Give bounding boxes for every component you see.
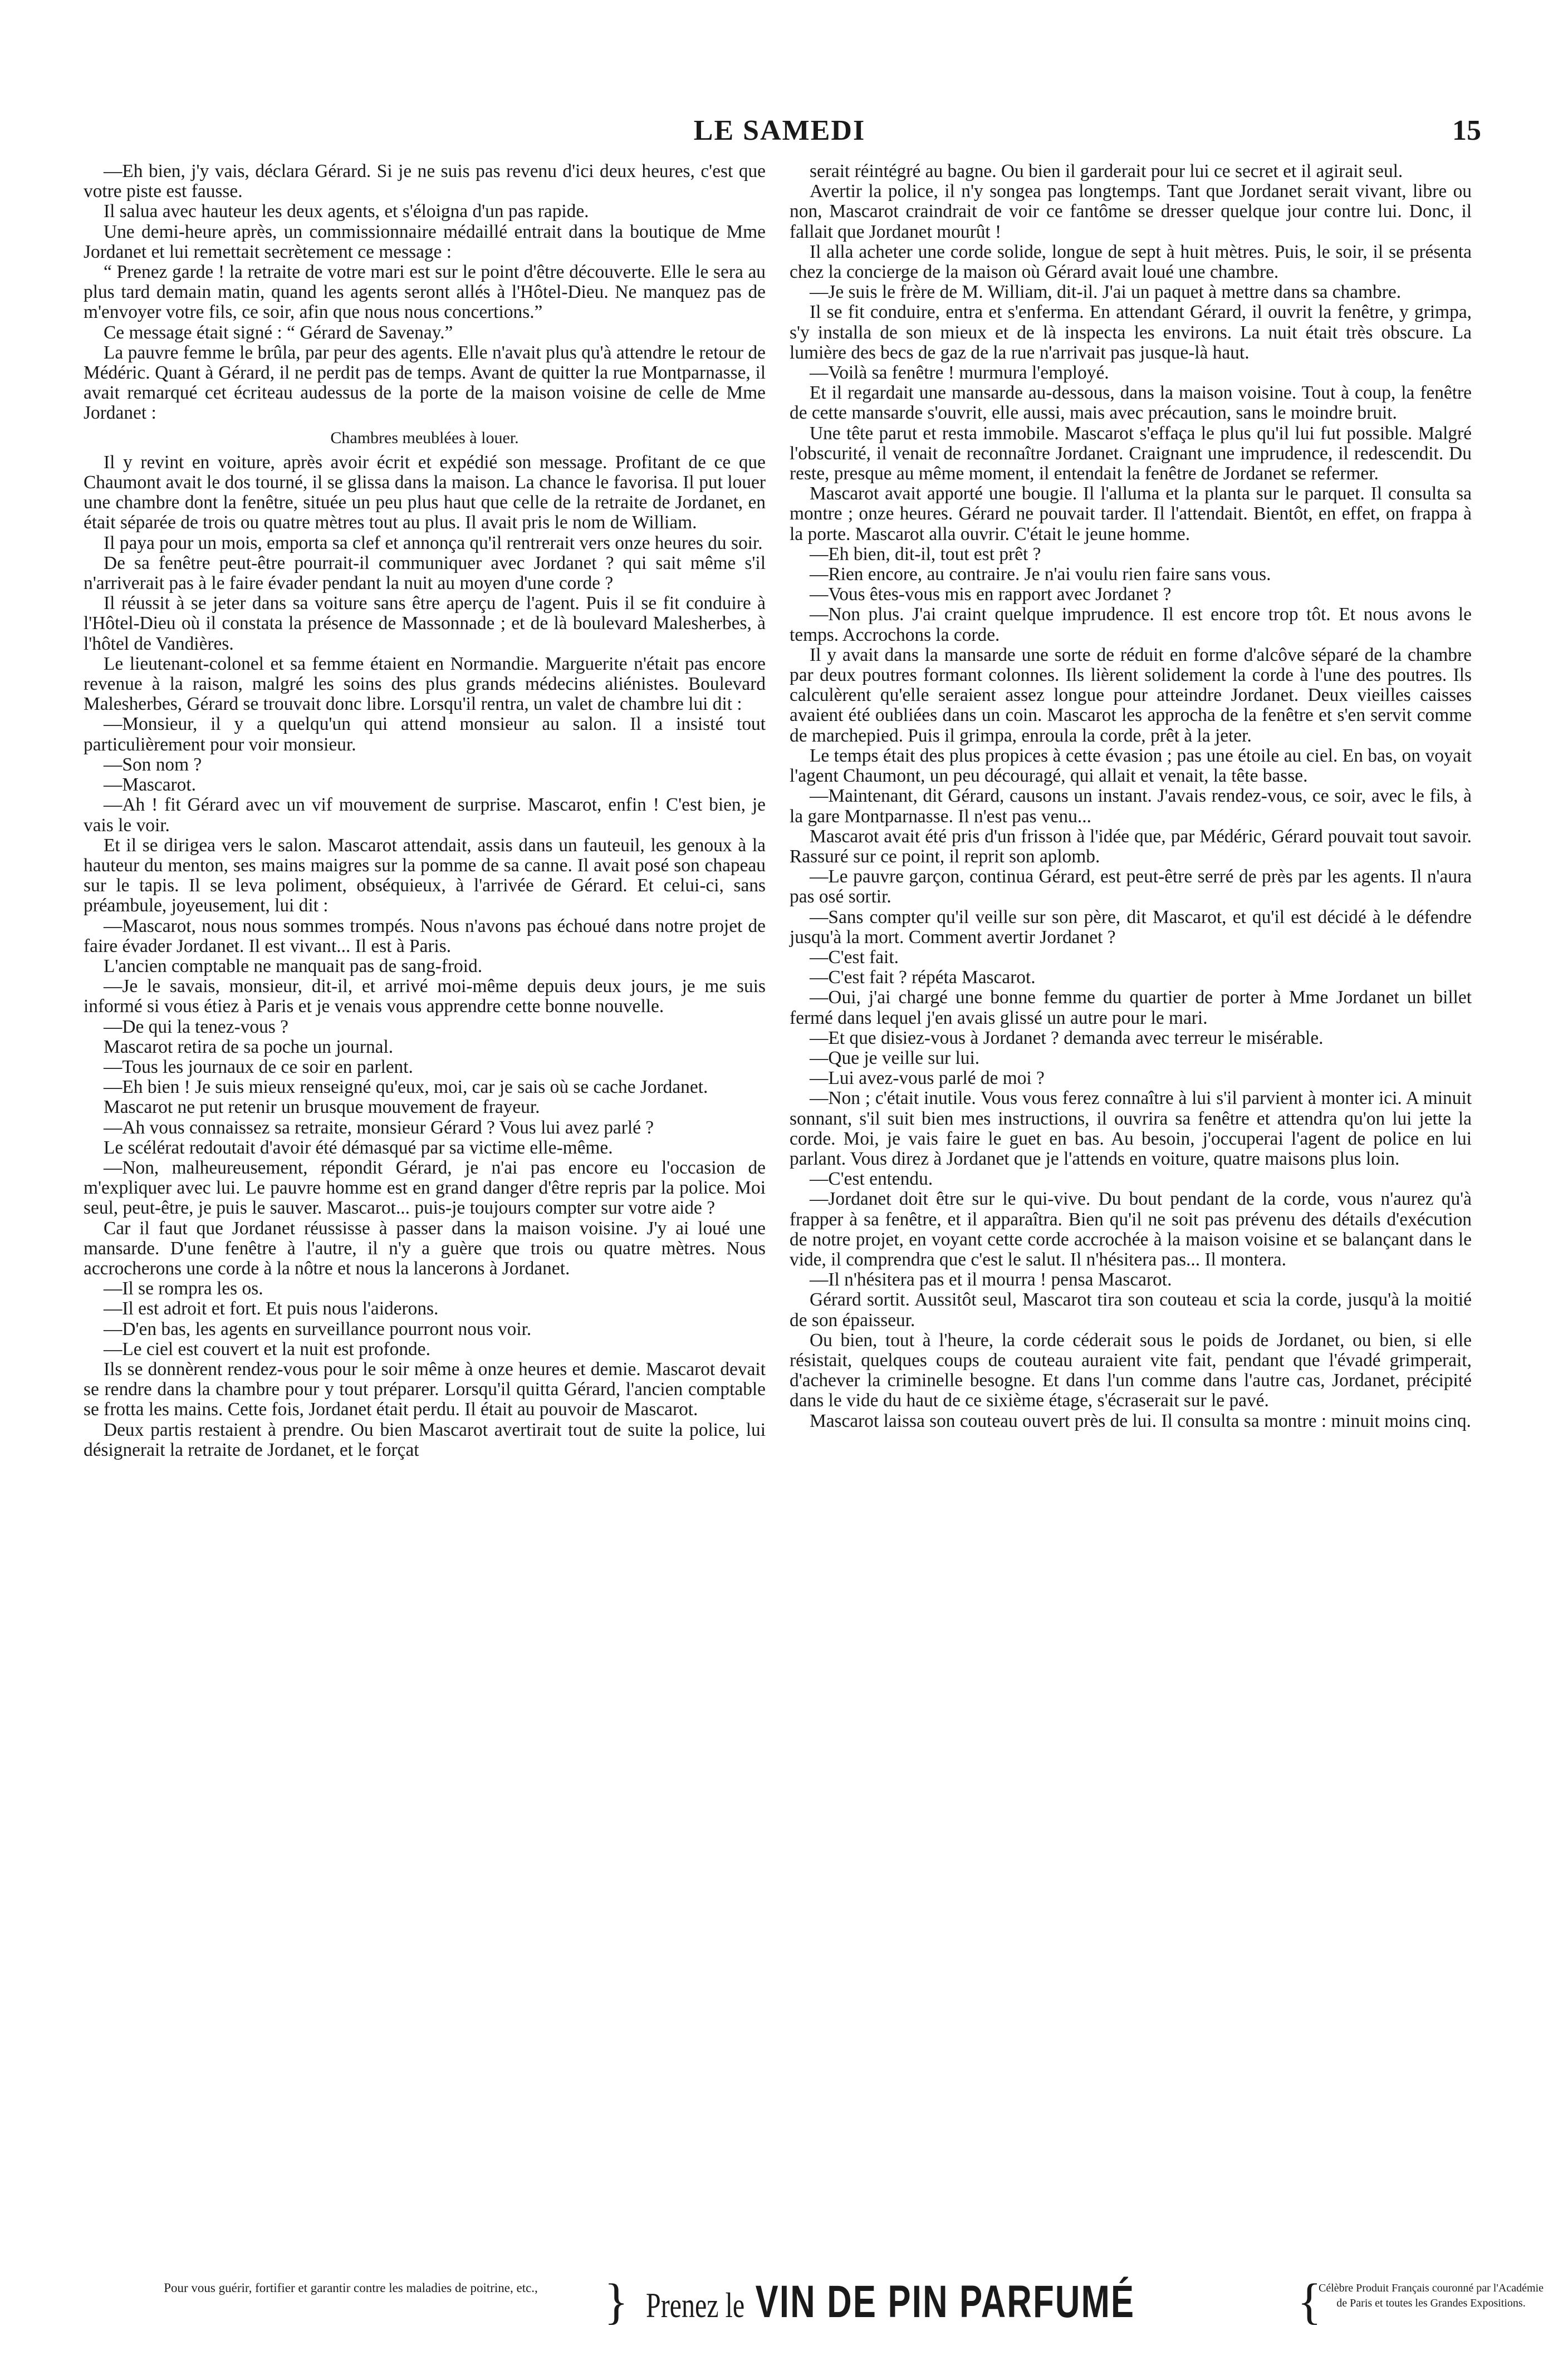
advertisement-banner [84,2274,1544,2335]
ad-headline-prefix: Prenez le [646,2285,745,2325]
paragraph: Il paya pour un mois, emporta sa clef et annonça qu'il rentrerait vers onze heures du soir. [104,532,763,553]
paragraph: —Monsieur, il y a quelqu'un qui attend monsieur au salon. Il a insisté tout particulièrement pour voir monsieur. [84,714,766,755]
paragraph: Une demi-heure après, un commissionnaire médaillé entrait dans la boutique de Mme Jordanet et lui remettait secrètement ce message : [84,221,766,262]
paragraph: —Mascarot, nous nous sommes trompés. Nous n'avons pas échoué dans notre projet de faire évader Jordanet. Il est vivant... Il est à Paris. [84,915,766,956]
paragraph: —Il se rompra les os. [104,1278,263,1299]
paragraph: Car il faut que Jordanet réussisse à passer dans la maison voisine. J'y ai loué une mansarde. D'une fenêtre à l'autre, il n'y a guère que trois ou quatre mètres. Nous accrocherons une corde à la nôtre et nous la lancerons à Jordanet. [84,1218,766,1279]
brace-right-icon: { [1297,2274,1322,2329]
paragraph: Avertir la police, il n'y songea pas longtemps. Tant que Jordanet serait vivant, libre ou non, Mascarot craindrait de voir ce fantôme se dresser quelque jour contre lui. Donc, il fallait que Jordanet mourût ! [790,181,1472,242]
paragraph: —Je le savais, monsieur, dit-il, et arrivé moi-même depuis deux jours, je me suis informé si vous étiez à Paris et je venais vous apprendre cette bonne nouvelle. [84,976,766,1017]
paragraph: Il y revint en voiture, après avoir écrit et expédié son message. Profitant de ce que Chaumont avait le dos tourné, il se glissa dans la maison. La chance le favorisa. Il put louer une chambre dont la fenêtre, située un peu plus haut que celle de la retraite de Jordanet, en était séparée de trois ou quatre mètres tout au plus. Il avait pris le nom de William. [84,452,766,533]
paragraph: Mascarot laissa son couteau ouvert près de lui. Il consulta sa montre : minuit moins cinq. [810,1410,1471,1431]
paragraph: Il alla acheter une corde solide, longue de sept à huit mètres. Puis, le soir, il se présenta chez la concierge de la maison où Gérard avait loué une chambre. [790,241,1472,283]
paragraph: Le lieutenant-colonel et sa femme étaient en Normandie. Marguerite n'était pas encore revenue à la raison, malgré les soins des plus grands médecins aliénistes. Boulevard Malesherbes, Gérard se trouvait donc libre. Lorsqu'il rentra, un valet de chambre lui dit : [84,653,766,715]
paragraph: —Tous les journaux de ce soir en parlent. [104,1056,413,1077]
paragraph: Il réussit à se jeter dans sa voiture sans être aperçu de l'agent. Puis il se fit conduire à l'Hôtel-Dieu où il constata la présence de Massonnade ; et de là boulevard Malesherbes, à l'hôtel de Vandières. [84,593,766,654]
paragraph: Mascarot avait été pris d'un frisson à l'idée que, par Médéric, Gérard pouvait tout savoir. Rassuré sur ce point, il reprit son aplomb. [790,826,1472,867]
paragraph: serait réintégré au bagne. Ou bien il garderait pour lui ce secret et il agirait seul. [810,161,1403,181]
page-header [67,114,1492,153]
paragraph: Ou bien, tout à l'heure, la corde céderait sous le poids de Jordanet, ou bien, si elle résistait, quelques coups de couteau auraient vite fait, pendant que l'évadé grimperait, d'achever la criminelle besogne. Et dans l'un comme dans l'autre cas, Jordanet, précipité dans le vide du haut de ce sixième étage, s'écraserait sur le pavé. [790,1329,1472,1411]
paragraph: Il salua avec hauteur les deux agents, et s'éloigna d'un pas rapide. [104,201,589,222]
paragraph: —Que je veille sur lui. [810,1047,980,1068]
paragraph: —Non, malheureusement, répondit Gérard, je n'ai pas encore eu l'occasion de m'expliquer avec lui. Le pauvre homme est en grand danger d'être repris par la police. Moi seul, peut-être, je puis le sauver. Mascarot... puis-je toujours compter sur votre aide ? [84,1157,766,1219]
paragraph: Mascarot retira de sa poche un journal. [104,1036,394,1057]
paragraph: Mascarot ne put retenir un brusque mouvement de frayeur. [104,1097,540,1118]
paragraph: Deux partis restaient à prendre. Ou bien Mascarot avertirait tout de suite la police, lui désignerait la retraite de Jordanet, et le forçat [84,1419,766,1460]
paragraph: —Jordanet doit être sur le qui-vive. Du bout pendant de la corde, vous n'aurez qu'à frapper à sa fenêtre, et il apparaîtra. Bien qu'il ne soit pas prévenu des détails d'exécution de notre projet, en voyant cette corde accrochée à la maison voisine et se balançant dans le vide, il comprendra que c'est le salut. Il n'hésitera pas... Il montera. [790,1189,1472,1270]
paragraph: Le temps était des plus propices à cette évasion ; pas une étoile au ciel. En bas, on voyait l'agent Chaumont, un peu découragé, qui allait et venait, la tête basse. [790,745,1472,787]
ad-headline-product: VIN DE PIN PARFUMÉ [755,2276,1135,2327]
paragraph: Il se fit conduire, entra et s'enferma. En attendant Gérard, il ouvrit la fenêtre, y grimpa, s'y installa de son mieux et de là inspecta les environs. La nuit était très obscure. La lumière des becs de gaz de la rue n'arrivait pas jusque-là haut. [790,302,1472,363]
paragraph: —C'est entendu. [810,1169,933,1190]
paragraph: —D'en bas, les agents en surveillance pourront nous voir. [104,1318,532,1339]
paragraph: —C'est fait ? répéta Mascarot. [810,967,1036,988]
paragraph: —Non ; c'était inutile. Vous vous ferez connaître à lui s'il parvient à monter ici. A minuit sonnant, s'il suit bien mes instructions, il ouvrira sa fenêtre et attendra qu'on lui jette la corde. Moi, je vais faire le guet en bas. Au besoin, j'occuperai l'agent de police en lui parlant. Vous direz à Jordanet que je l'attends en voiture, quatre maisons plus loin. [790,1088,1472,1169]
paragraph: —Voilà sa fenêtre ! murmura l'employé. [810,362,1109,384]
paragraph: —Le pauvre garçon, continua Gérard, est peut-être serré de près par les agents. Il n'aura pas osé sortir. [790,866,1472,907]
paragraph: De sa fenêtre peut-être pourrait-il communiquer avec Jordanet ? qui sait même s'il n'arriverait pas à le faire évader pendant la nuit au moyen d'une corde ? [84,552,766,594]
paragraph: —De qui la tenez-vous ? [104,1016,288,1037]
left-column [84,161,766,1460]
paragraph: —Je suis le frère de M. William, dit-il. J'ai un paquet à mettre dans sa chambre. [810,282,1402,303]
paragraph: —Il n'hésitera pas et il mourra ! pensa Mascarot. [810,1269,1172,1290]
paragraph: —Ah ! fit Gérard avec un vif mouvement de surprise. Mascarot, enfin ! C'est bien, je vais le voir. [84,794,766,836]
paragraph: Ce message était signé : “ Gérard de Savenay.” [104,322,453,343]
paragraph: —Ah vous connaissez sa retraite, monsieur Gérard ? Vous lui avez parlé ? [104,1117,654,1138]
paragraph: Et il se dirigea vers le salon. Mascarot attendait, assis dans un fauteuil, les genoux à la hauteur du menton, ses mains maigres sur la pomme de sa canne. Il avait posé son chapeau sur le tapis. Il se leva poliment, obséquieux, à l'arrivée de Gérard. Et celui-ci, sans préambule, joyeusement, lui dit : [84,835,766,916]
paragraph: Ils se donnèrent rendez-vous pour le soir même à onze heures et demie. Mascarot devait se rendre dans la chambre pour y tout préparer. Lorsqu'il quitta Gérard, l'ancien comptable se frotta les mains. Cette fois, Jordanet était perdu. Il était au pouvoir de Mascarot. [84,1358,766,1420]
paragraph: —Le ciel est couvert et la nuit est profonde. [104,1338,430,1360]
paragraph: La pauvre femme le brûla, par peur des agents. Elle n'avait plus qu'à attendre le retour de Médéric. Quant à Gérard, il ne perdit pas de temps. Avant de quitter la rue Montparnasse, il avait remarqué cet écriteau audessus de la porte de la maison voisine de celle de Mme Jordanet : [84,342,766,424]
paragraph: Et il regardait une mansarde au-dessous, dans la maison voisine. Tout à coup, la fenêtre de cette mansarde s'ouvrit, elle aussi, mais avec précaution, sans le moindre bruit. [790,382,1472,424]
paragraph: —Et que disiez-vous à Jordanet ? demanda avec terreur le misérable. [810,1027,1324,1048]
paragraph: Gérard sortit. Aussitôt seul, Mascarot tira son couteau et scia la corde, jusqu'à la moitié de son épaisseur. [790,1289,1472,1331]
ad-right-text: Célèbre Produit Français couronné par l'Académie de Paris et toutes les Grandes Expositions. [1318,2282,1544,2309]
running-title: LE SAMEDI [693,115,866,146]
right-column [790,161,1472,1431]
paragraph: Mascarot avait apporté une bougie. Il l'alluma et la planta sur le parquet. Il consulta sa montre ; onze heures. Gérard ne pouvait tarder. Il l'attendait. Bientôt, en effet, on frappa à la porte. Mascarot alla ouvrir. C'était le jeune homme. [790,483,1472,544]
paragraph: —Eh bien ! Je suis mieux renseigné qu'eux, moi, car je sais où se cache Jordanet. [104,1077,708,1098]
brace-left-icon: } [604,2274,629,2329]
paragraph: —Mascarot. [104,774,196,796]
paragraph: Il y avait dans la mansarde une sorte de réduit en forme d'alcôve séparé de la chambre par deux poutres formant colonnes. Ils lièrent solidement la corde à l'une des poutres. Ils calculèrent qu'elle seraient assez longue pour atteindre Jordanet. Deux vieilles caisses avaient été oubliées dans un coin. Mascarot les approcha de la fenêtre et s'en servit comme de marchepied. Puis il grimpa, enroula la corde, prêt à la jeter. [790,644,1472,746]
paragraph: Chambres meublées à louer. [330,428,519,447]
paragraph: —Eh bien, j'y vais, déclara Gérard. Si je ne suis pas revenu d'ici deux heures, c'est que votre piste est fausse. [84,161,766,202]
paragraph: —Oui, j'ai chargé une bonne femme du quartier de porter à Mme Jordanet un billet fermé dans lequel j'en avais glissé un autre pour le mari. [790,987,1472,1028]
paragraph: —Non plus. J'ai craint quelque imprudence. Il est encore trop tôt. Et nous avons le temps. Accrochons la corde. [790,604,1472,645]
paragraph: —Vous êtes-vous mis en rapport avec Jordanet ? [810,584,1172,605]
paragraph: —Sans compter qu'il veille sur son père, dit Mascarot, et qu'il est décidé à le défendre jusqu'à la mort. Comment avertir Jordanet ? [790,906,1472,948]
paragraph: “ Prenez garde ! la retraite de votre mari est sur le point d'être découverte. Elle le sera au plus tard demain matin, quand les agents seront allés à l'Hôtel-Dieu. Ne manquez pas de m'envoyer votre fils, ce soir, afin que nous nous concertions.” [84,262,766,323]
paragraph: —Maintenant, dit Gérard, causons un instant. J'avais rendez-vous, ce soir, avec le fils, à la gare Montparnasse. Il n'est pas venu... [790,786,1472,827]
paragraph: —Il est adroit et fort. Et puis nous l'aiderons. [104,1298,439,1319]
paragraph: L'ancien comptable ne manquait pas de sang-froid. [104,955,483,976]
paragraph: —C'est fait. [810,946,899,968]
paragraph: —Son nom ? [104,754,202,775]
paragraph: —Rien encore, au contraire. Je n'ai voulu rien faire sans vous. [810,564,1271,585]
page-number: 15 [1452,115,1481,146]
ad-headline [646,2274,1135,2333]
paragraph: —Eh bien, dit-il, tout est prêt ? [810,543,1041,565]
paragraph: —Lui avez-vous parlé de moi ? [810,1068,1045,1089]
paragraph: Une tête parut et resta immobile. Mascarot s'effaça le plus qu'il lui fut possible. Malgré l'obscurité, il venait de reconnaître Jordanet. Craignant une imprudence, il redescendit. Du reste, presque au même moment, il entendait la fenêtre de Jordanet se refermer. [790,423,1472,484]
ad-left-text: Pour vous guérir, fortifier et garantir contre les maladies de poitrine, etc., [164,2281,538,2295]
paragraph: Le scélérat redoutait d'avoir été démasqué par sa victime elle-même. [104,1137,613,1158]
